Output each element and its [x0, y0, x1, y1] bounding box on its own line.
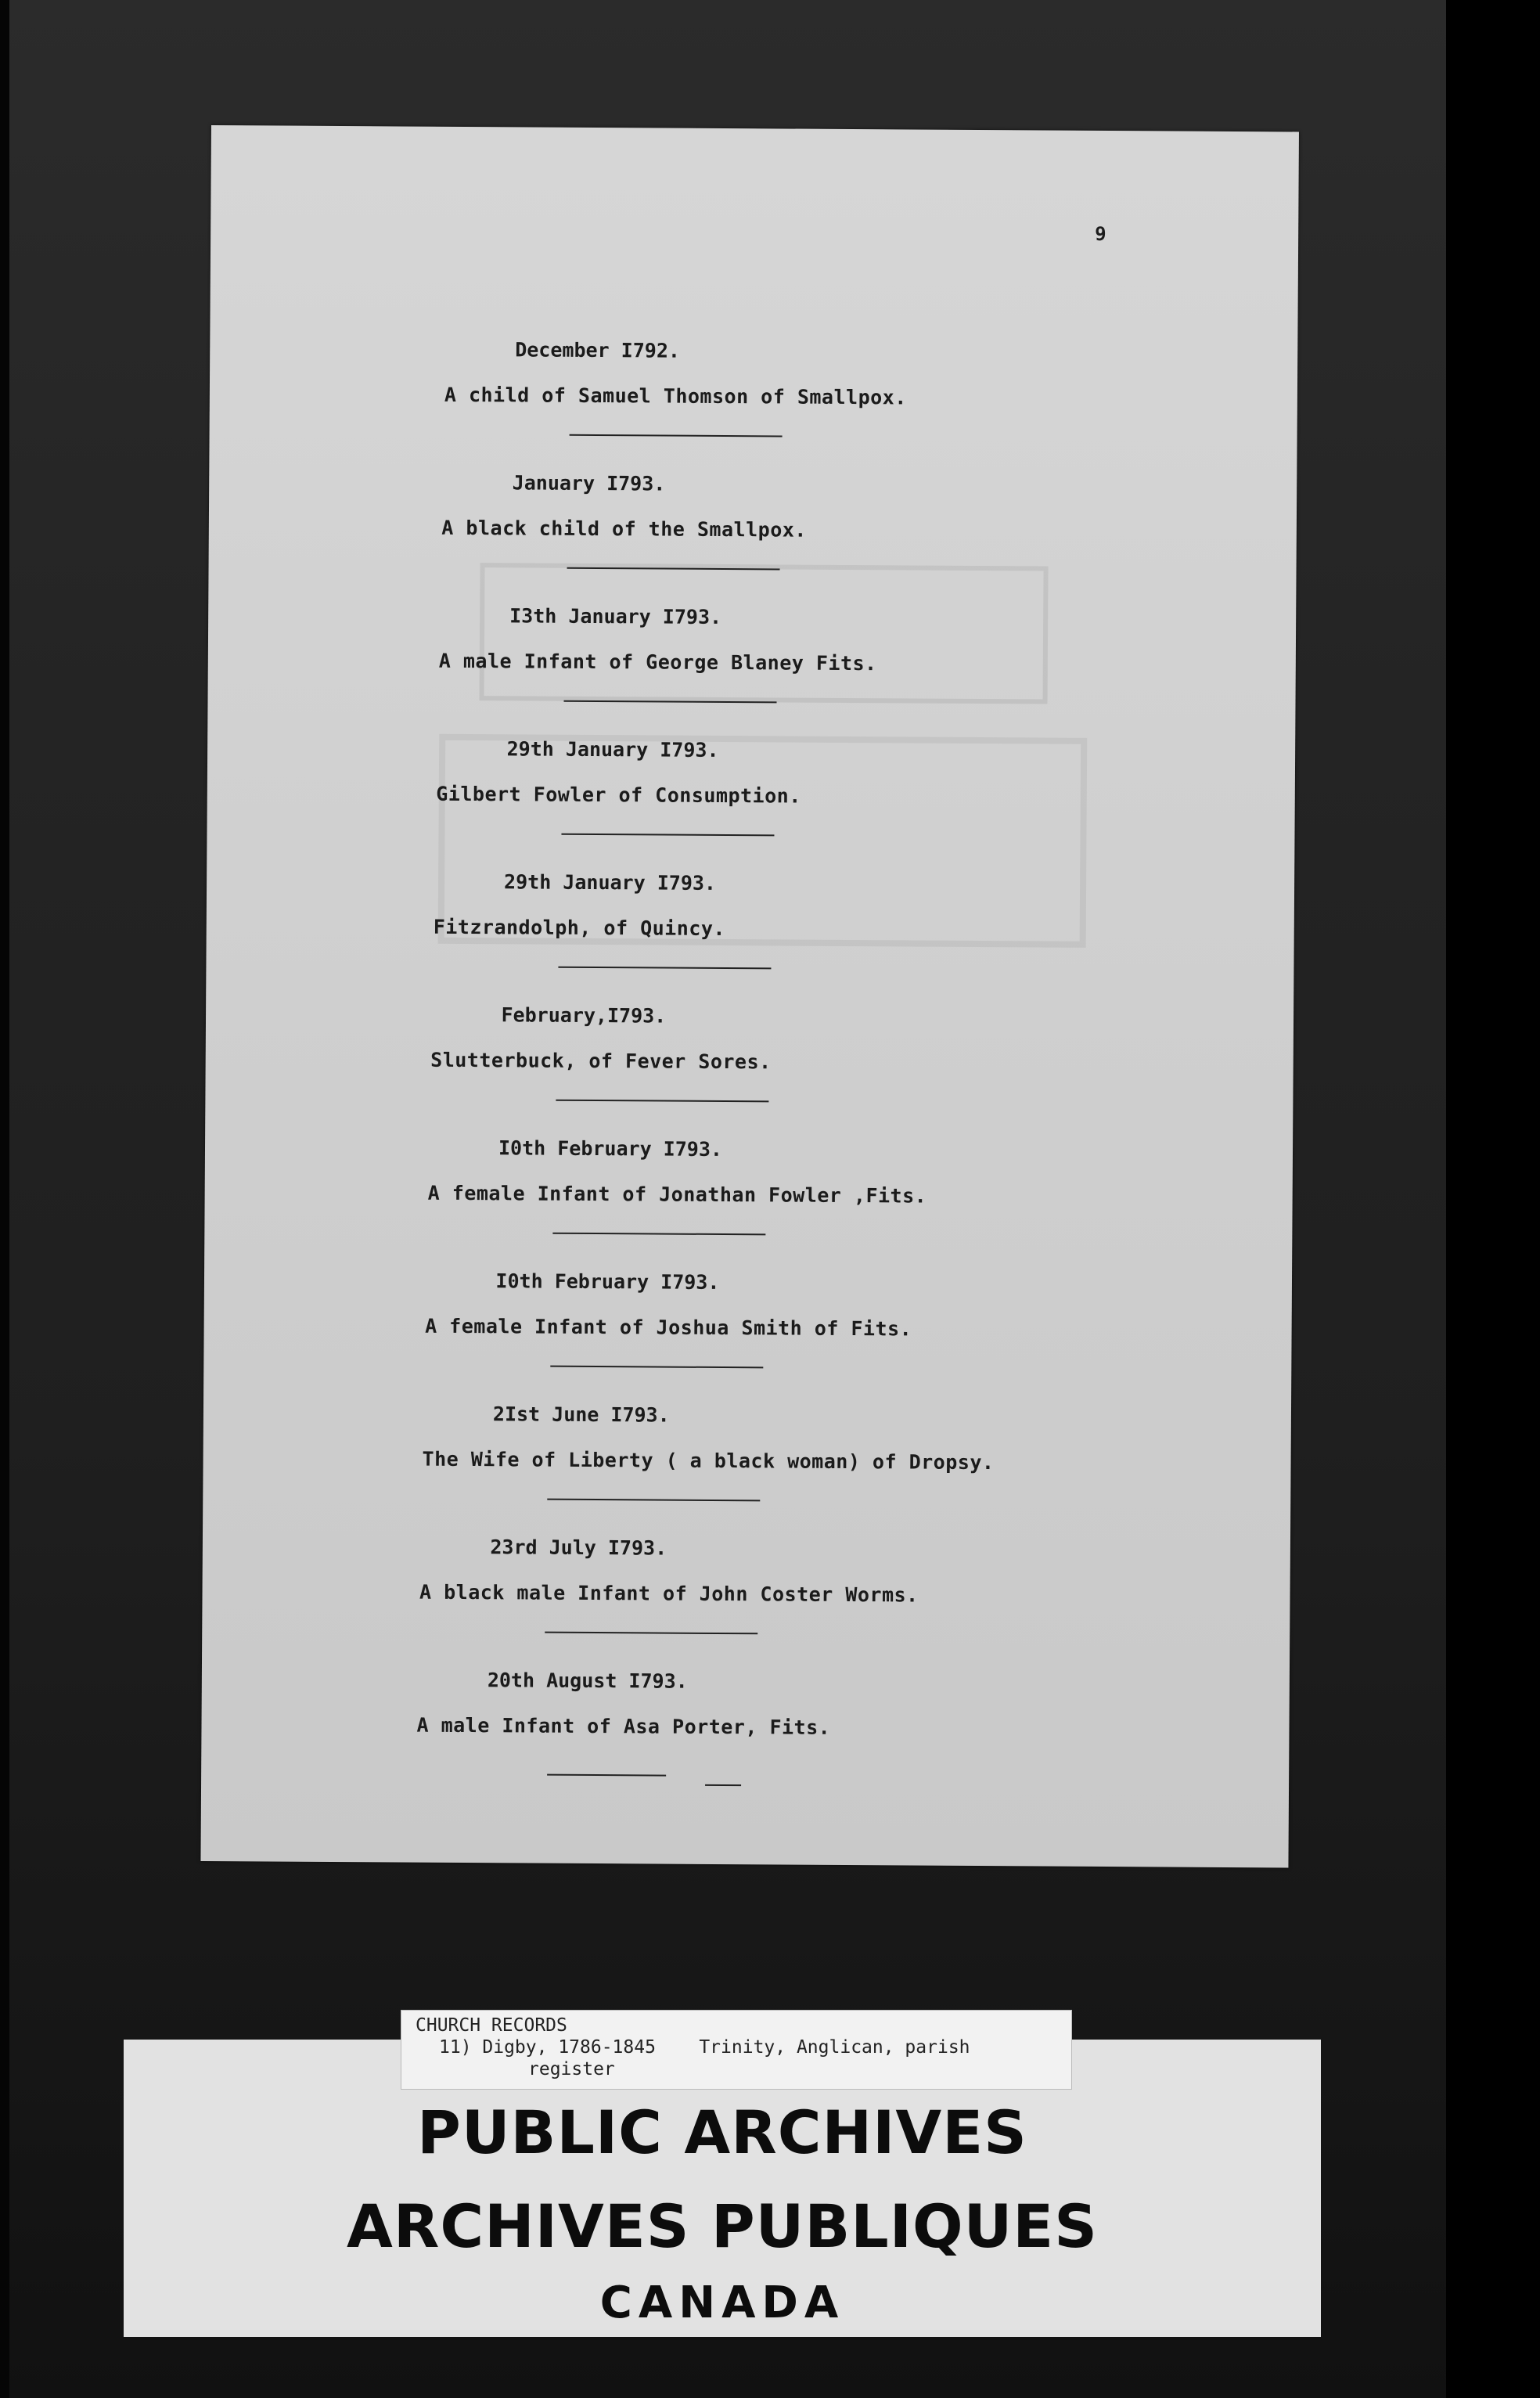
- entry-description: A black male Infant of John Coster Worms.: [419, 1580, 919, 1607]
- entry-date: December I792.: [515, 338, 681, 362]
- records-label-heading: CHURCH RECORDS: [416, 2015, 567, 2036]
- register-entry: [210, 337, 1297, 409]
- records-label-line-continued: register: [528, 2059, 615, 2079]
- entry-description: The Wife of Liberty ( a black woman) of Dropsy.: [422, 1447, 995, 1474]
- entry-description: A male Infant of Asa Porter, Fits.: [416, 1713, 831, 1739]
- entry-description: A male Infant of George Blaney Fits.: [438, 649, 877, 675]
- entry-separator-rule: [552, 1233, 765, 1236]
- entry-separator-rule: [564, 700, 777, 704]
- register-entry: [206, 1002, 1294, 1074]
- entry-date: 23rd July I793.: [490, 1536, 667, 1560]
- entry-date: 29th January I793.: [504, 870, 717, 895]
- entry-separator-rule: [545, 1632, 757, 1635]
- entry-description: Fitzrandolph, of Quincy.: [433, 915, 726, 941]
- archive-title-french: ARCHIVES PUBLIQUES: [347, 2191, 1098, 2261]
- entry-date: 20th August I793.: [487, 1669, 688, 1693]
- archive-country: CANADA: [599, 2277, 845, 2328]
- entry-description: A female Infant of Jonathan Fowler ,Fits.: [427, 1181, 927, 1208]
- register-entry: [207, 869, 1294, 941]
- register-entry: [208, 603, 1296, 675]
- register-entry: [203, 1401, 1291, 1474]
- entry-separator-rule: [561, 834, 774, 837]
- entry-separator-rule: [547, 1499, 760, 1502]
- register-entry: [204, 1268, 1292, 1341]
- entry-separator-rule: [550, 1366, 763, 1369]
- entry-date: February,I793.: [501, 1003, 667, 1028]
- entry-description: A black child of the Smallpox.: [441, 516, 807, 542]
- entry-description: Gilbert Fowler of Consumption.: [436, 782, 801, 808]
- church-records-label: [401, 2010, 1072, 2090]
- page-number: 9: [1095, 222, 1106, 245]
- film-edge-left: [0, 0, 9, 2398]
- entry-description: A female Infant of Joshua Smith of Fits.: [425, 1314, 912, 1341]
- register-entry: [203, 1534, 1290, 1607]
- entry-separator-rule: [570, 434, 783, 437]
- register-page: [200, 125, 1299, 1867]
- film-edge-right: [1446, 0, 1540, 2398]
- entry-date: 2Ist June I793.: [492, 1402, 670, 1427]
- entry-date: I0th February I793.: [498, 1136, 723, 1161]
- entry-separator-rule: [567, 567, 779, 571]
- entry-date: 29th January I793.: [506, 737, 719, 762]
- entry-description: A child of Samuel Thomson of Smallpox.: [444, 383, 907, 409]
- register-entry: [209, 470, 1297, 542]
- records-label-line: 11) Digby, 1786-1845 Trinity, Anglican, parish: [439, 2037, 970, 2058]
- entry-separator-rule: [558, 967, 771, 970]
- register-entry: [205, 1135, 1293, 1208]
- register-entry: [202, 1667, 1290, 1739]
- archive-title-english: PUBLIC ARCHIVES: [417, 2097, 1027, 2167]
- closing-rule: [547, 1774, 666, 1777]
- register-entry: [207, 736, 1295, 808]
- entry-date: January I793.: [512, 471, 666, 495]
- entry-date: I0th February I793.: [495, 1269, 720, 1294]
- closing-mark: [705, 1784, 741, 1786]
- entry-description: Slutterbuck, of Fever Sores.: [430, 1048, 772, 1074]
- entry-separator-rule: [556, 1100, 768, 1103]
- entry-date: I3th January I793.: [509, 604, 722, 628]
